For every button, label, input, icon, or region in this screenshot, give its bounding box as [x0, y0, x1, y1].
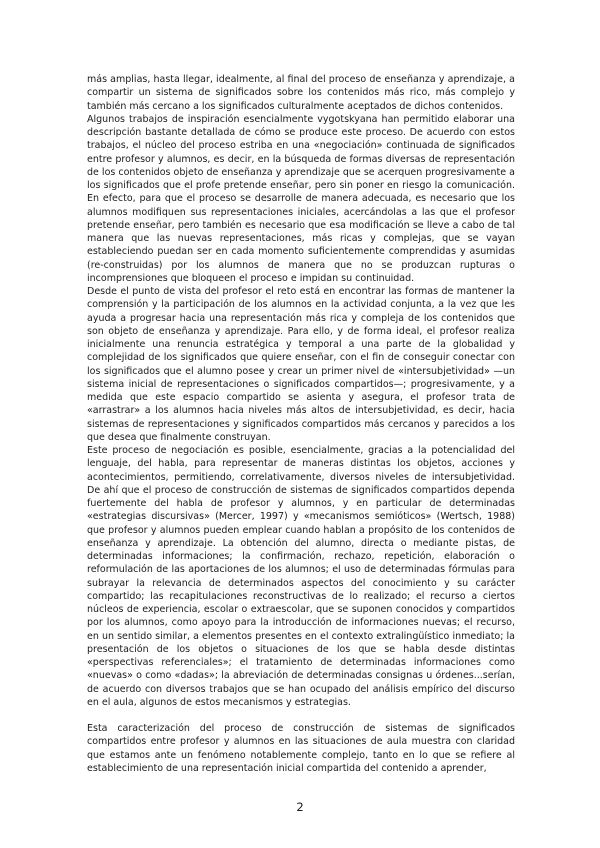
paragraph-1: más amplias, hasta llegar, idealmente, al final del proceso de enseñanza y aprendizaje, a compartir un sistema de significados sobre los contenidos más rico, más complejo y también más cercano a los significados culturalmente aceptados de dichos contenidos.: [87, 74, 515, 112]
body-text: [87, 73, 515, 775]
paragraph-2: Algunos trabajos de inspiración esencialmente vygotskyana han permitido elaborar una descripción bastante detallada de cómo se produce este proceso. De acuerdo con estos trabajos, el núcleo del proceso estriba en una «negociación» continuada de significados entre profesor y alumnos, es decir, en la búsqueda de formas diversas de representación de los contenidos objeto de enseñanza y aprendizaje que se acerquen progresivamente a los significados que el profe pretende enseñar, pero sin poner en riesgo la comunicación. En efecto, para que el proceso se desarrolle de manera adecuada, es necesario que los alumnos modifiquen sus representaciones iniciales, acercándolas a las que el profesor pretende enseñar, pero también es necesario que esa modificación se lleve a cabo de tal manera que las nuevas representaciones, más ricas y complejas, que se vayan estableciendo puedan ser en cada momento suficientemente comprendidas y asumidas (re-construidas) por los alumnos de manera que no se produzcan rupturas o incomprensiones que bloqueen el proceso e impidan su continuidad.: [87, 113, 515, 284]
paragraph-5: Esta caracterización del proceso de construcción de sistemas de significados compartidos entre profesor y alumnos en las situaciones de aula muestra con claridad que estamos ante un fenómeno notablemente complejo, tanto en lo que se refiere al establecimiento de una representación inicial compartida del contenido a aprender,: [87, 723, 515, 774]
paragraph-3: Desde el punto de vista del profesor el reto está en encontrar las formas de mantener la comprensión y la participación de los alumnos en la actividad conjunta, a la vez que les ayuda a progresar hacia una representación más rica y compleja de los contenidos que son objeto de enseñanza y aprendizaje. Para ello, y de forma ideal, el profesor realiza inicialmente una renuncia estratégica y temporal a una parte de la globalidad y complejidad de los significados que quiere enseñar, con el fin de conseguir conectar con los significados que el alumno posee y crear un primer nivel de «intersubjetividad» —un sistema inicial de representaciones o significados compartidos—; progresivamente, y a medida que este espacio compartido se asienta y asegura, el profesor trata de «arrastrar» a los alumnos hacia niveles más altos de intersubjetividad, es decir, hacia sistemas de representaciones y significados compartidos más cercanos y parecidos a los que desea que finalmente construyan.: [87, 286, 515, 443]
page-number: 2: [296, 800, 304, 814]
paragraph-4: Este proceso de negociación es posible, esencialmente, gracias a la potencialidad del lenguaje, del habla, para representar de maneras distintas los objetos, acciones y acontecimientos, permitiendo, correlativamente, diversos niveles de intersubjetividad. De ahí que el proceso de construcción de sistemas de significados compartidos dependa fuertemente del habla de profesor y alumnos, y en particular de determinadas «estrategias discursivas» (Mercer, 1997) y «mecanismos semióticos» (Wertsch, 1988) que profesor y alumnos pueden emplear cuando hablan a propósito de los contenidos de enseñanza y aprendizaje. La obtención del alumno, directa o mediante pistas, de determinadas informaciones; la confirmación, rechazo, repetición, elaboración o reformulación de las aportaciones de los alumnos; el uso de determinadas fórmulas para subrayar la relevancia de determinados aspectos del conocimiento y su carácter compartido; las recapitulaciones reconstructivas de lo realizado; el recurso a ciertos núcleos de experiencia, escolar o extraescolar, que se suponen conocidos y compartidos por los alumnos, como apoyo para la introducción de informaciones nuevas; el recurso, en un sentido similar, a elementos presentes en el contexto extralingüístico inmediato; la presentación de los objetos o situaciones de los que se habla desde distintas «perspectivas referenciales»; el tratamiento de determinadas informaciones como «nuevas» o como «dadas»; la abreviación de determinadas consignas u órdenes...serían, de acuerdo con diversos trabajos que se han ocupado del análisis empírico del discurso en el aula, algunos de estos mecanismos y estrategias.: [87, 445, 515, 708]
paragraph-spacer: [87, 709, 515, 722]
